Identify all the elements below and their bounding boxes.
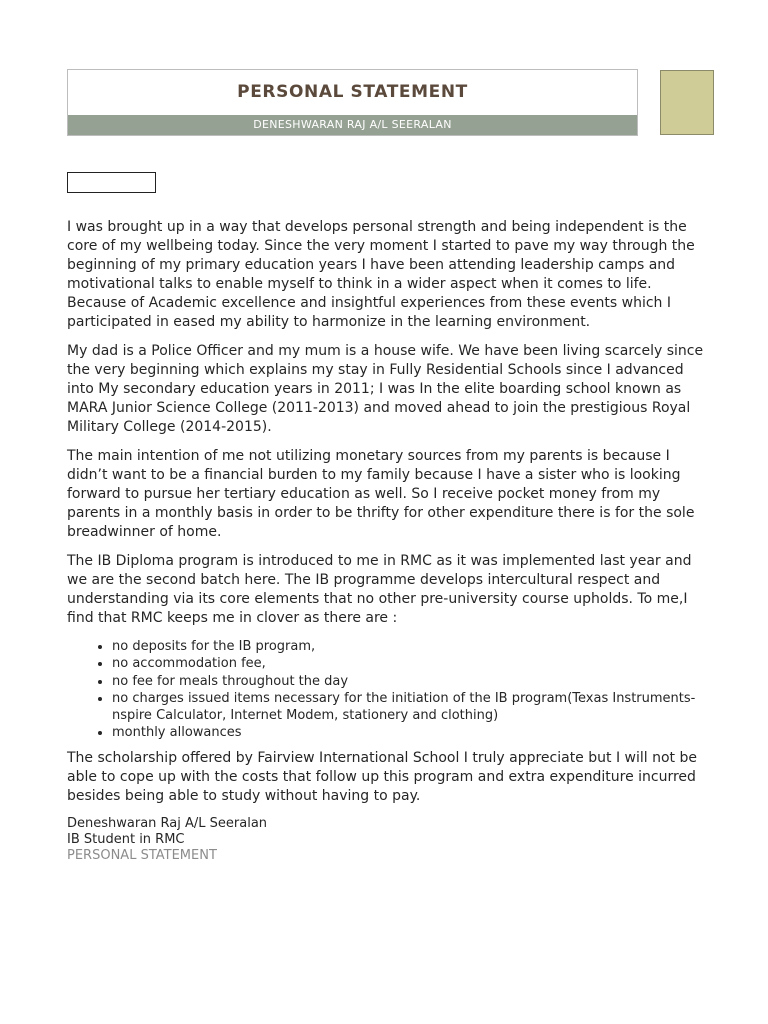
signature-block [67,816,707,864]
list-item: • no charges issued items necessary for the initiation of the IB program(Texas Instruments-nspire Calculator, Internet Modem, stationery and clothing) [112,690,707,725]
author-band: DENESHWARAN RAJ A/L SEERALAN [68,115,637,135]
signature-name: Deneshwaran Raj A/L Seeralan [67,815,268,831]
document-title: PERSONAL STATEMENT [237,82,468,102]
paragraph: The main intention of me not utilizing monetary sources from my parents is because I didn’t want to be a financial burden to my family because I have a sister who is looking forward to pursue her tertiary education as well. So I receive pocket money from my parents in a monthly basis in order to be thrifty for other expenditure there is for the sole breadwinner of home. [67,448,695,540]
signature-role: IB Student in RMC [67,831,185,847]
list-item: • no fee for meals throughout the day [112,673,707,690]
paragraph: The IB Diploma program is introduced to me in RMC as it was implemented last year and we are the second batch here. The IB programme develops intercultural respect and understanding via its core elements that no other pre-university course upholds. To me,I find that RMC keeps me in clover as there are : [67,553,692,626]
page-footer: PERSONAL STATEMENT [67,847,217,863]
list-item: • no accommodation fee, [112,655,707,672]
paragraph: I was brought up in a way that develops personal strength and being independent is the core of my wellbeing today. Since the very moment I started to pave my way through the beginning of my primary education years I have been attending leadership camps and motivational talks to enable myself to think in a wider aspect when it comes to life. Because of Academic excellence and insightful experiences from these events which I participated in eased my ability to harmonize in the learning environment. [67,219,695,330]
decorative-square [660,70,714,135]
statement-body [67,218,707,864]
list-item: • no deposits for the IB program, [112,638,707,655]
list-item: • monthly allowances [112,724,707,741]
empty-text-box [67,172,156,193]
benefits-list [67,638,707,742]
header-box [67,69,638,136]
paragraph: My dad is a Police Officer and my mum is a house wife. We have been living scarcely since the very beginning which explains my stay in Fully Residential Schools since I advanced into My secondary education years in 2011; I was In the elite boarding school known as MARA Junior Science College (2011-2013) and moved ahead to join the prestigious Royal Military College (2014-2015). [67,343,704,435]
closing-paragraph: The scholarship offered by Fairview International School I truly appreciate but I will not be able to cope up with the costs that follow up this program and extra expenditure incurred besides being able to study without having to pay. [67,749,697,804]
